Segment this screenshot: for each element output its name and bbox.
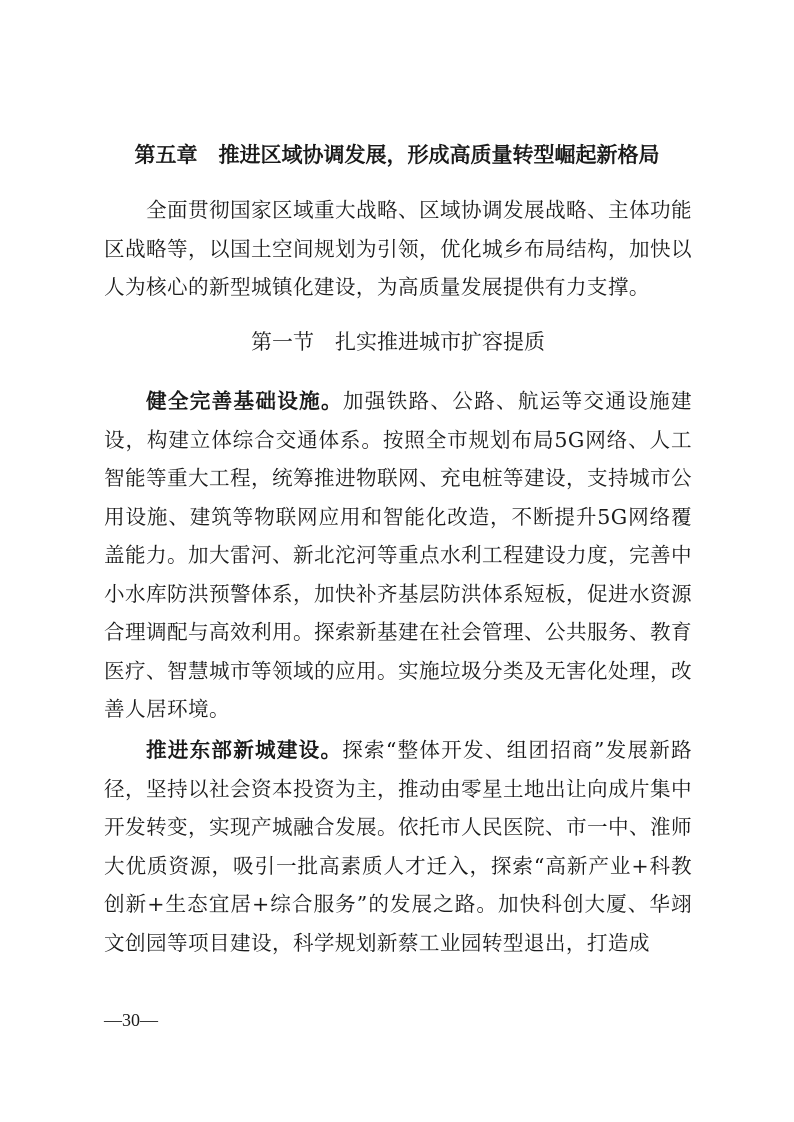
paragraph-body: 加强铁路、公路、航运等交通设施建设，构建立体综合交通体系。按照全市规划布局5G网络、人工智能等重大工程，统筹推进物联网、充电桩等建设，支持城市公用设施、建筑等物联网应用和智能化改造，不断提升5G网络覆盖能力。加大雷河、新北沱河等重点水利工程建设力度，完善中小水库防洪预警体系，加快补齐基层防洪体系短板，促进水资源合理调配与高效利用。探索新基建在社会管理、公共服务、教育医疗、智慧城市等领域的应用。实施垃圾分类及无害化处理，改善人居环境。 [104,389,692,721]
paragraph-lead-heading: 推进东部新城建设。 [146,738,343,762]
page-number: —30— [104,1010,158,1030]
paragraph-lead-heading: 健全完善基础设施。 [146,389,343,413]
chapter-title: 第五章 推进区域协调发展，形成高质量转型崛起新格局 [134,143,660,167]
paragraph-infrastructure [104,382,692,729]
paragraph-east-new-city [104,731,692,962]
paragraph-body: 探索“整体开发、组团招商”发展新路径，坚持以社会资本投资为主，推动由零星土地出让向成片集中开发转变，实现产城融合发展。依托市人民医院、市一中、淮师大优质资源，吸引一批高素质人才迁入，探索“高新产业+科教创新+生态宜居+综合服务”的发展之路。加快科创大厦、华翊文创园等项目建设，科学规划新蔡工业园转型退出，打造成 [104,738,692,955]
section-title: 第一节 扎实推进城市扩容提质 [251,330,545,354]
intro-paragraph: 全面贯彻国家区域重大战略、区域协调发展战略、主体功能区战略等，以国土空间规划为引领，优化城乡布局结构，加快以人为核心的新型城镇化建设，为高质量发展提供有力支撑。 [104,198,692,299]
